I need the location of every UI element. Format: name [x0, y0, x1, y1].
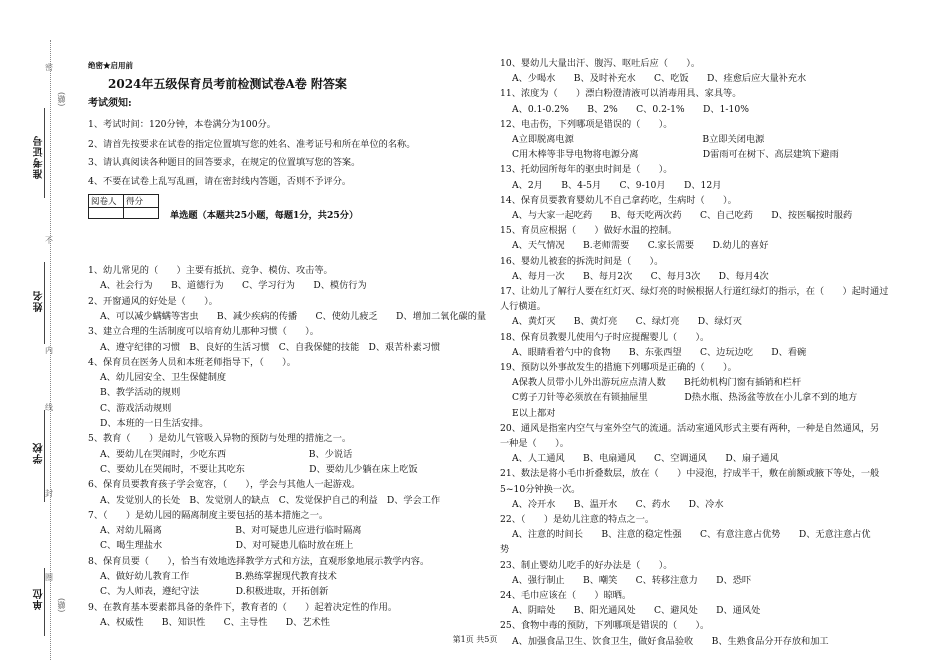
question-text: 5、教育（ ）是幼儿气管吸入异物的预防与处理的措施之一。 — [88, 433, 352, 445]
field-label-unit: 单位 — [34, 588, 45, 610]
question-text: 7、（ ）是幼儿园的隔离制度主要包括的基本措施之一。 — [88, 509, 329, 521]
question-text: 10、婴幼儿大量出汗、腹泻、呕吐后应（ ）。 — [500, 58, 701, 69]
answer-options: A、社会行为 B、道德行为 C、学习行为 D、模仿行为 — [100, 280, 367, 292]
question-text: 一种是（ ）。 — [500, 438, 569, 449]
question-text: 14、保育员要教育婴幼儿不自己拿药吃，生病时（ ）。 — [500, 194, 737, 206]
answer-options: C、为人师表，遵纪守法 D.积极进取，开拓创新 — [100, 586, 329, 598]
question-text: 18、保育员教婴儿使用勺子时应提醒婴儿（ ）。 — [500, 331, 710, 343]
question-text: 13、托幼园所每年的驱虫时间是（ ）。 — [500, 164, 673, 176]
instructions-heading: 考试须知: — [88, 98, 132, 109]
seal-mark: 内 — [45, 346, 53, 355]
answer-options: A、2月 B、4-5月 C、9-10月 D、12月 — [512, 179, 722, 191]
field-label-exam-number: 准考证号 — [34, 135, 45, 179]
answer-options: A、人工通风 B、电扇通风 C、空调通风 D、扇子通风 — [512, 453, 779, 465]
question-text: 1、幼儿常见的（ ）主要有抵抗、竞争、模仿、攻击等。 — [88, 265, 333, 276]
question-text: 23、制止婴幼儿吃手的好办法是（ ）。 — [500, 559, 673, 571]
seal-mark: 不 — [45, 236, 53, 245]
answer-options: A、做好幼儿教育工作 B.熟练掌握现代教育技术 — [100, 571, 337, 582]
binding-margin — [0, 0, 70, 671]
secret-label: 绝密★启用前 — [88, 61, 133, 70]
instruction-item: 4、不要在试卷上乱写乱画，请在密封线内答题，否则不予评分。 — [88, 176, 352, 187]
question-text: 11、浓度为（ ）漂白粉澄清液可以消毒用具、家具等。 — [500, 88, 742, 100]
answer-options: C、要幼儿在哭闹时，不要让其吃东 D、要幼儿少躺在床上吃饭 — [100, 463, 418, 475]
answer-options: B、教学活动的规则 — [100, 387, 181, 399]
answer-options: A、黄灯灭 B、黄灯亮 C、绿灯亮 D、绿灯灭 — [512, 316, 742, 328]
answer-options: A、注意的时间长 B、注意的稳定性强 C、有意注意占优势 D、无意注意占优 — [512, 529, 871, 541]
score-box — [88, 194, 159, 219]
answer-options: A、对幼儿隔离 B、对可疑患儿应进行临时隔离 — [100, 525, 362, 537]
question-text: 15、育员应根据（ ）做好水温的控制。 — [500, 225, 678, 237]
answer-options: A、发觉别人的长处 B、发觉别人的缺点 C、发觉保护自己的利益 D、学会工作 — [100, 494, 441, 506]
answer-options: A、与大家一起吃药 B、每天吃两次药 C、自己吃药 D、按医嘱按时服药 — [512, 210, 853, 221]
answer-options: A、冷开水 B、温开水 C、药水 D、冷水 — [512, 498, 724, 510]
answer-options: C用木棒等非导电物将电源分离 D雷雨可在树下、高层建筑下避雨 — [512, 149, 839, 161]
name-line — [44, 262, 45, 344]
question-text: 8、保育员要（ ），恰当有效地选择教学方式和方法，直观形象地展示教学内容。 — [88, 555, 430, 567]
seal-mark: 密 — [45, 63, 53, 72]
answer-options: A、幼儿园安全、卫生保健制度 — [100, 372, 227, 384]
score-box-score: 得分 — [124, 195, 159, 208]
answer-options: E以上都对 — [512, 407, 556, 419]
question-text: 12、电击伤，下列哪项是错误的（ ）。 — [500, 118, 673, 130]
answer-options: A、天气情况 B.老师需要 C.家长需要 D.幼儿的喜好 — [512, 240, 769, 252]
answer-options: A、阴暗处 B、阳光通风处 C、避风处 D、通风处 — [512, 605, 761, 617]
question-text: 22、（ ）是幼儿注意的特点之一。 — [500, 514, 655, 525]
answer-options: A、遵守纪律的习惯 B、良好的生活习惯 C、自我保健的技能 D、艰苦朴素习惯 — [100, 341, 441, 353]
answer-options: C、游戏活动规则 — [100, 402, 172, 414]
question-text: 6、保育员要教育孩子学会宽容，（ ），学会与其他人一起游戏。 — [88, 479, 361, 491]
answer-options: A立即脱离电源 B立即关闭电源 — [512, 134, 765, 145]
seal-mark: 封 — [45, 489, 53, 498]
page-footer: 第1页 共5页 — [452, 635, 498, 644]
answer-options: A、权威性 B、知识性 C、主导性 D、艺术性 — [100, 616, 330, 628]
answer-options: A、加强食品卫生、饮食卫生，做好食品验收 B、生熟食品分开存放和加工 — [512, 635, 829, 647]
answer-options: C剪子刀针等必须放在有锁抽屉里 D热水瓶、热汤盆等放在小儿拿不到的地方 — [512, 392, 858, 404]
question-text: 2、开窗通风的好处是（ ）。 — [88, 295, 218, 307]
binding-sub-label: (赣) — [57, 92, 66, 107]
answer-options: A、眼睛看着勺中的食物 B、东张西望 C、边玩边吃 D、看碗 — [512, 346, 807, 358]
instruction-item: 2、请首先按要求在试卷的指定位置填写您的姓名、准考证号和所在单位的名称。 — [88, 139, 416, 150]
question-text: 21、数法是将小毛巾折叠数层，放在（ ）中浸泡，拧成半干，敷在前额或腋下等处，一般 — [500, 468, 880, 480]
field-label-school: 学校 — [34, 442, 45, 464]
answer-options: A、要幼儿在哭闹时，少吃东西 B、少说话 — [100, 448, 353, 460]
question-text: 25、食物中毒的预防，下列哪项是错误的（ ）。 — [500, 620, 710, 632]
answer-options: A、强行制止 B、嘲笑 C、转移注意力 D、恐吓 — [512, 574, 752, 586]
score-box-reviewer: 阅卷人 — [89, 195, 124, 208]
binding-sub-label: (赣) — [57, 598, 66, 613]
answer-options: A、0.1-0.2% B、2% C、0.2-1% D、1-10% — [512, 103, 749, 115]
seal-mark: 线 — [45, 403, 53, 412]
question-text: 3、建立合理的生活制度可以培育幼儿那种习惯（ ）。 — [88, 326, 319, 338]
question-text: 势 — [500, 544, 510, 556]
exam-number-line — [44, 108, 45, 198]
instruction-item: 3、请认真阅读各种题目的回答要求，在规定的位置填写您的答案。 — [88, 157, 361, 168]
page-title: 2024年五级保育员考前检测试卷A卷 附答案 — [108, 77, 347, 91]
question-text: 20、通风是指室内空气与室外空气的流通。活动室通风形式主要有两种，一种是自然通风，另 — [500, 422, 880, 434]
answer-options: A保教人员带小儿外出游玩应点清人数 B托幼机构门窗有插销和栏杆 — [512, 377, 802, 389]
question-text: 17、让幼儿了解行人要在红灯灭、绿灯亮的时候根据人行道红绿灯的指示，在（ ）起时通过 — [500, 286, 889, 297]
score-box-cell[interactable] — [89, 208, 124, 219]
question-text: 16、婴幼儿被套的拆洗时间是（ ）。 — [500, 255, 664, 267]
question-text: 9、在教育基本要素都具备的条件下，教育者的（ ）起着决定性的作用。 — [88, 601, 398, 613]
section-title: 单选题（本题共25小题，每题1分，共25分） — [170, 210, 359, 221]
answer-options: D、本班的一日生活安排。 — [100, 418, 209, 429]
answer-options: C、喝生理盐水 D、对可疑患儿临时放在班上 — [100, 540, 354, 552]
question-text: 24、毛巾应该在（ ）晾晒。 — [500, 590, 632, 601]
score-box-cell[interactable] — [124, 208, 159, 219]
field-label-name: 姓名 — [34, 290, 45, 312]
answer-options: A、每月一次 B、每月2次 C、每月3次 D、每月4次 — [512, 270, 769, 282]
answer-options: A、少喝水 B、及时补充水 C、吃饭 D、痊愈后应大量补充水 — [512, 73, 807, 85]
question-text: 人行横道。 — [500, 301, 546, 313]
question-text: 19、预防以外事故发生的措施下列哪项是正确的（ ）。 — [500, 362, 737, 373]
instruction-item: 1、考试时间：120分钟，本卷满分为100分。 — [88, 119, 276, 130]
seal-mark: 圈 — [45, 573, 53, 582]
question-text: 5~10分钟换一次。 — [500, 483, 581, 495]
question-text: 4、保育员在医务人员和本班老师指导下，（ ）。 — [88, 356, 296, 368]
answer-options: A、可以减少螨螨等害虫 B、减少疾病的传播 C、使幼儿疲乏 D、增加二氧化碳的量 — [100, 310, 487, 322]
